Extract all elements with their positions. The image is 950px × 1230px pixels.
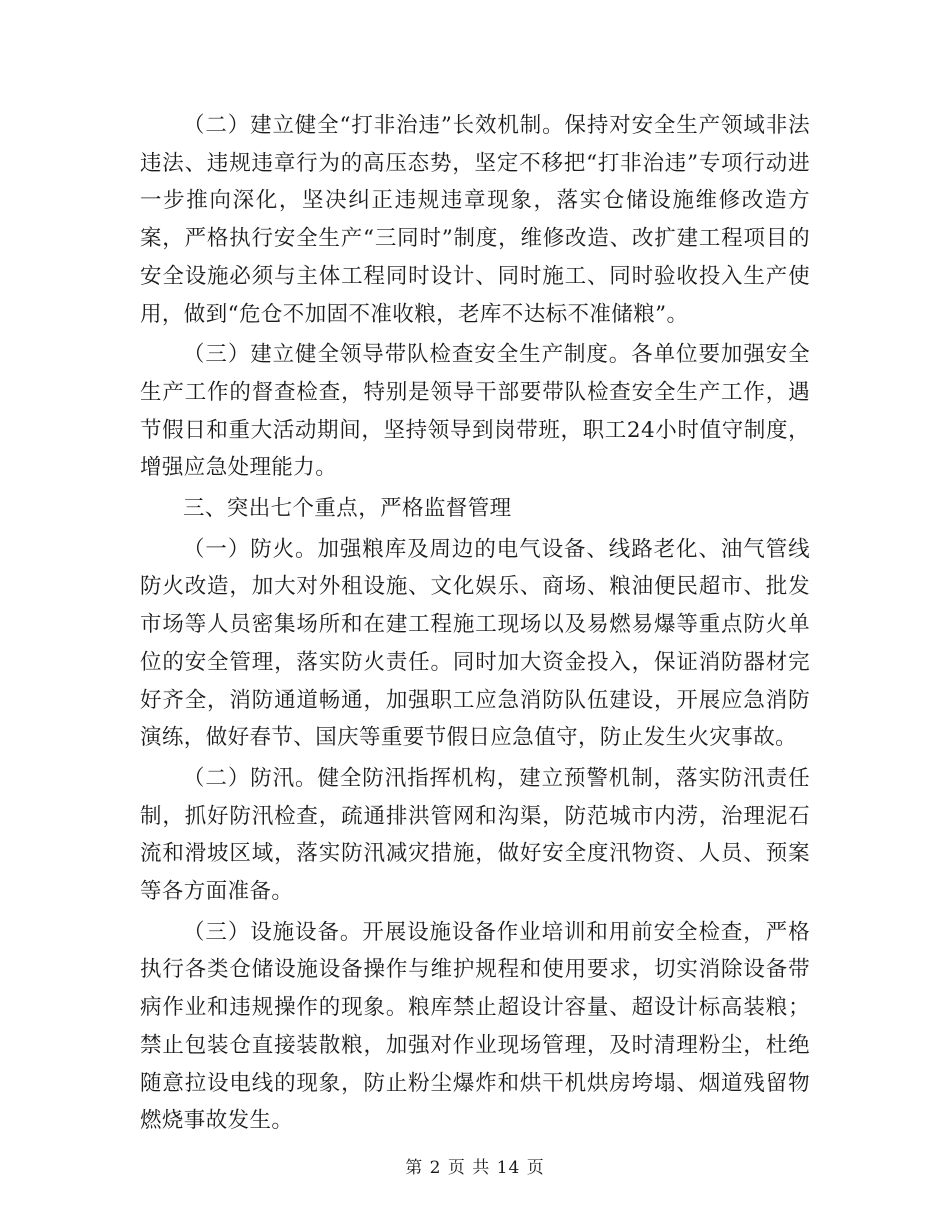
- paragraph-fanghuo: （一）防火。加强粮库及周边的电气设备、线路老化、油气管线防火改造，加大对外租设施、文化娱乐、商场、粮油便民超市、批发市场等人员密集场所和在建工程施工现场以及易燃易爆等重点防火单位的安全管理，落实防火责任。同时加大资金投入，保证消防器材完好齐全，消防通道畅通，加强职工应急消防队伍建设，开展应急消防演练，做好春节、国庆等重要节假日应急值守，防止发生火灾事故。: [140, 536, 810, 751]
- paragraph-sheshi-shebei: （三）设施设备。开展设施设备作业培训和用前安全检查，严格执行各类仓储设施设备操作与维护规程和使用要求，切实消除设备带病作业和违规操作的现象。粮库禁止超设计容量、超设计标高装粮；禁止包装仓直接装散粮，加强对作业现场管理，及时清理粉尘，杜绝随意拉设电线的现象，防止粉尘爆炸和烘干机烘房垮塌、烟道残留物燃烧事故发生。: [140, 919, 810, 1134]
- document-body: [140, 107, 810, 1140]
- paragraph-fangxun: （二）防汛。健全防汛指挥机构，建立预警机制，落实防汛责任制，抓好防汛检查，疏通排洪管网和沟渠，防范城市内涝，治理泥石流和滑坡区域，落实防汛减灾措施，做好安全度汛物资、人员、预案等各方面准备。: [140, 765, 810, 905]
- paragraph-lingdao-daidui-jiancha: （三）建立健全领导带队检查安全生产制度。各单位要加强安全生产工作的督查检查，特别是领导干部要带队检查安全生产工作，遇节假日和重大活动期间，坚持领导到岗带班，职工24小时值守制度，增强应急处理能力。: [140, 342, 810, 481]
- paragraph-da-jian-quan-da-fei-zhi-wei: （二）建立健全“打非治违”长效机制。保持对安全生产领域非法违法、违规违章行为的高压态势，坚定不移把“打非治违”专项行动进一步推向深化，坚决纠正违规违章现象，落实仓储设施维修改造方案，严格执行安全生产“三同时”制度，维修改造、改扩建工程项目的安全设施必须与主体工程同时设计、同时施工、同时验收投入生产使用，做到“危仓不加固不准收粮，老库不达标不准储粮”。: [140, 113, 810, 327]
- page-number-footer: 第 2 页 共 14 页: [405, 1158, 545, 1178]
- section-heading-qige-zhongdian: 三、突出七个重点，严格监督管理: [183, 496, 512, 522]
